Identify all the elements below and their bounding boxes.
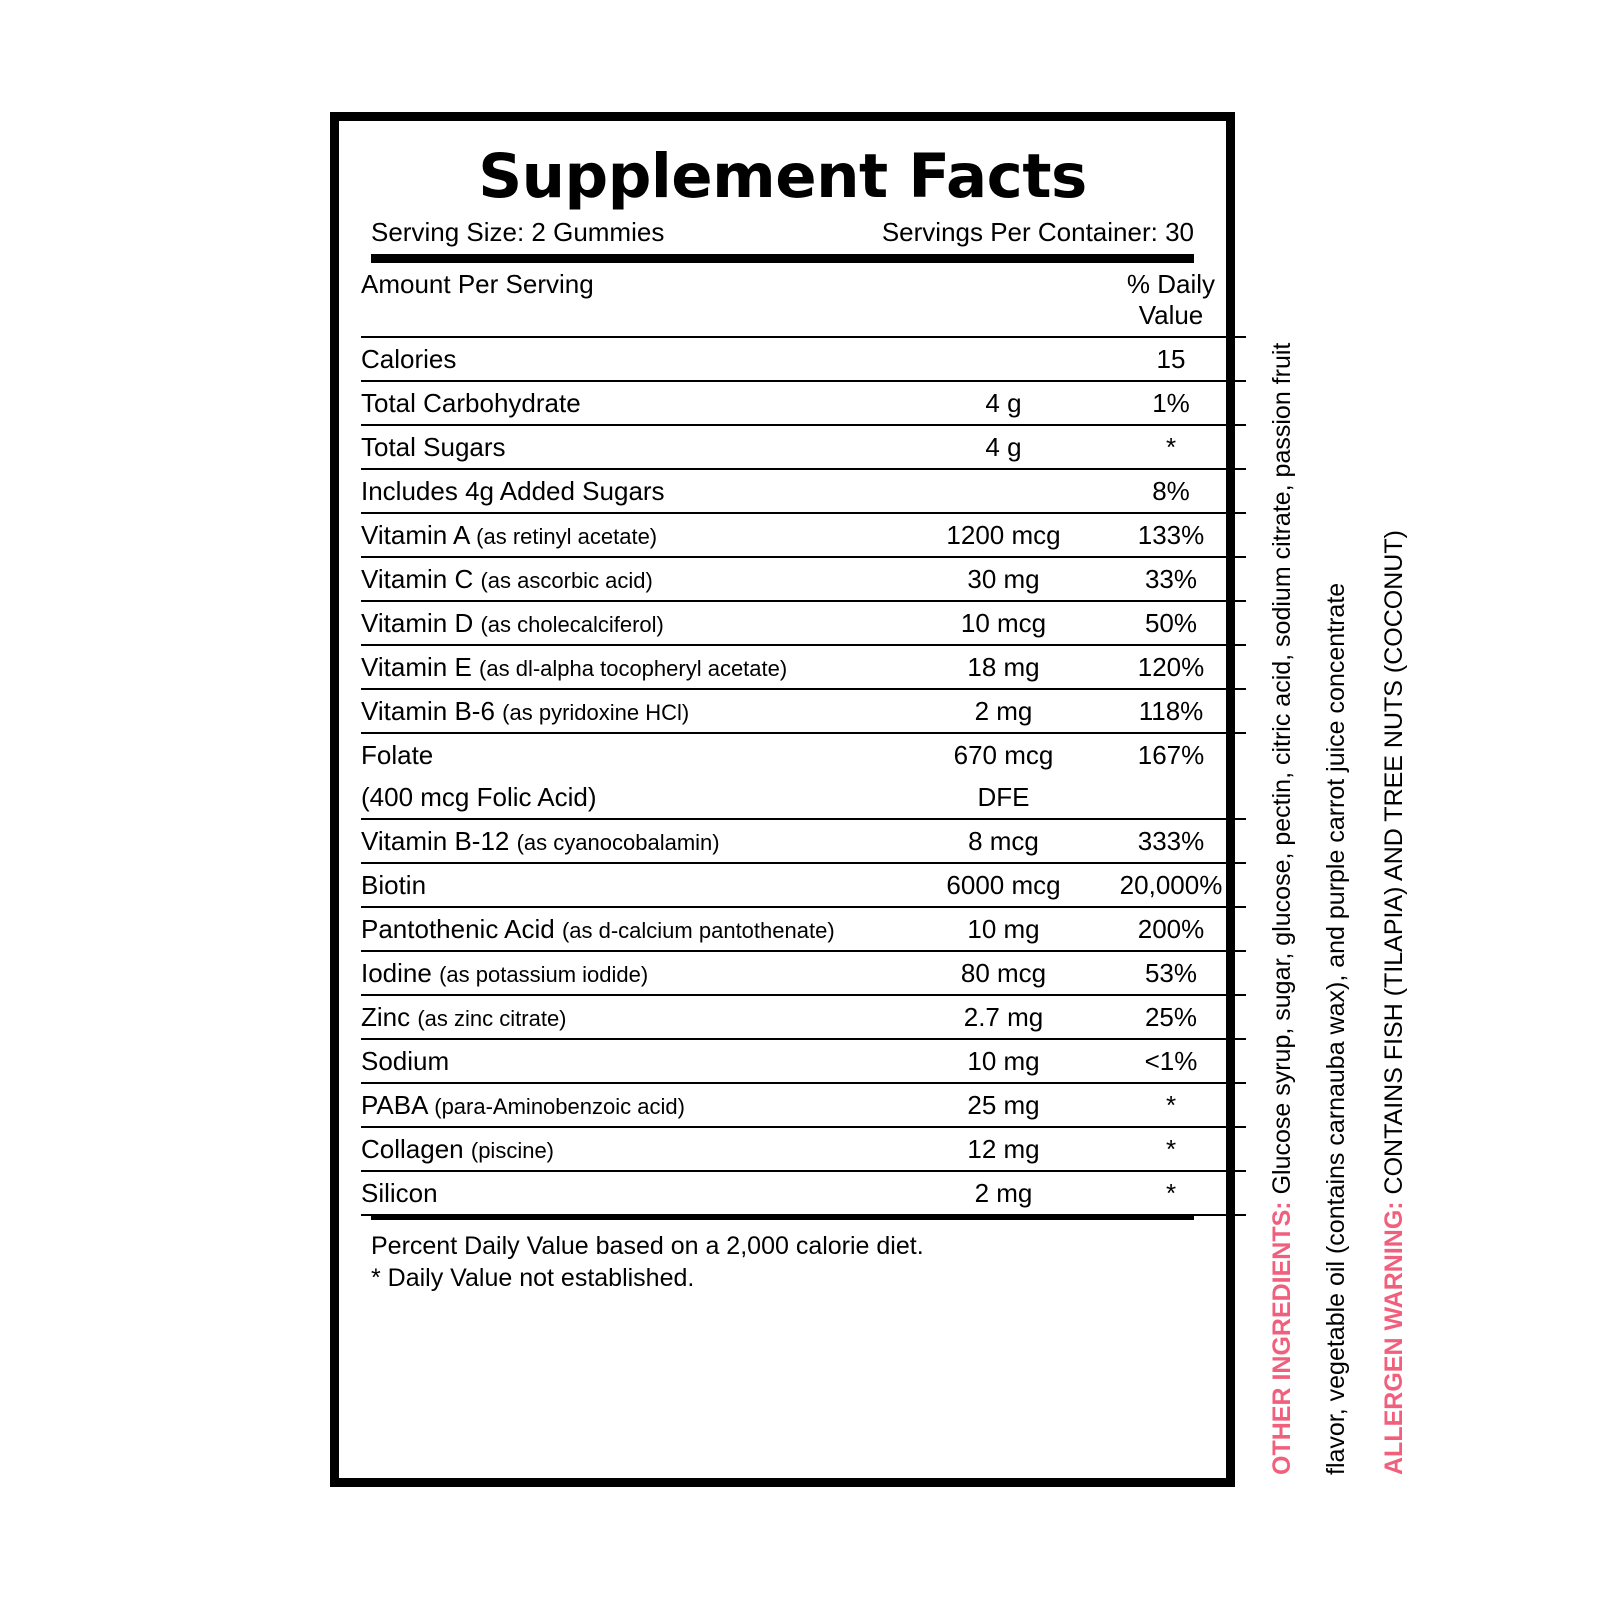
nutrient-name: Sodium bbox=[361, 1039, 911, 1083]
table-row bbox=[361, 557, 1246, 601]
nutrient-daily-value: 15 bbox=[1096, 337, 1246, 381]
nutrient-daily-value: 167% bbox=[1137, 740, 1205, 771]
nutrient-source: (as zinc citrate) bbox=[417, 1006, 567, 1032]
nutrient-daily-value: 118% bbox=[1096, 689, 1246, 733]
nutrient-amount: 4 g bbox=[911, 381, 1096, 425]
nutrient-name bbox=[361, 645, 911, 689]
nutrient-name-secondary: (400 mcg Folic Acid) bbox=[361, 776, 911, 819]
other-ingredients-block bbox=[1268, 75, 1297, 1475]
nutrient-source: (as ascorbic acid) bbox=[480, 568, 653, 594]
nutrient-name bbox=[361, 951, 911, 995]
table-row bbox=[361, 1127, 1246, 1171]
nutrient-daily-value: 53% bbox=[1096, 951, 1246, 995]
table-row bbox=[361, 601, 1246, 645]
table-row bbox=[361, 733, 1246, 776]
table-row bbox=[361, 1171, 1246, 1215]
nutrient-amount: 2 mg bbox=[911, 689, 1096, 733]
allergen-warning-block bbox=[1380, 75, 1409, 1475]
table-row bbox=[361, 689, 1246, 733]
nutrient-daily-value: 50% bbox=[1096, 601, 1246, 645]
nutrient-amount: 25 mg bbox=[911, 1083, 1096, 1127]
other-ingredients-label: OTHER INGREDIENTS: bbox=[1268, 1201, 1296, 1475]
nutrient-name: Folate bbox=[361, 740, 434, 771]
supplement-facts-panel bbox=[330, 112, 1235, 1487]
nutrient-amount: 8 mcg bbox=[911, 819, 1096, 863]
nutrient-daily-value: 1% bbox=[1096, 381, 1246, 425]
nutrient-source: (as cholecalciferol) bbox=[480, 612, 664, 638]
nutrient-name: Silicon bbox=[361, 1171, 911, 1215]
table-row bbox=[361, 907, 1246, 951]
page-title: Supplement Facts bbox=[478, 141, 1087, 212]
nutrient-amount: 2 mg bbox=[911, 1171, 1096, 1215]
nutrient-amount: 10 mg bbox=[911, 907, 1096, 951]
facts-table bbox=[361, 263, 1246, 1216]
nutrient-amount: 80 mcg bbox=[911, 951, 1096, 995]
table-row bbox=[361, 381, 1246, 425]
nutrient-amount: 30 mg bbox=[911, 557, 1096, 601]
nutrient-name bbox=[361, 1083, 911, 1127]
nutrient-name-text: Vitamin E bbox=[361, 652, 472, 683]
nutrient-daily-value: 20,000% bbox=[1096, 863, 1246, 907]
table-row bbox=[361, 1083, 1246, 1127]
nutrient-daily-value: * bbox=[1096, 425, 1246, 469]
table-row bbox=[361, 513, 1246, 557]
nutrient-daily-value: 8% bbox=[1096, 469, 1246, 513]
table-row bbox=[361, 819, 1246, 863]
nutrient-name-text: Vitamin A bbox=[361, 520, 469, 551]
nutrient-amount: 1200 mcg bbox=[911, 513, 1096, 557]
table-row bbox=[361, 863, 1246, 907]
header-spacer bbox=[911, 263, 1096, 337]
nutrient-name bbox=[361, 689, 911, 733]
nutrient-amount: 12 mg bbox=[911, 1127, 1096, 1171]
nutrient-amount: 670 mcg bbox=[953, 740, 1054, 771]
nutrient-source: (para-Aminobenzoic acid) bbox=[434, 1094, 685, 1120]
nutrient-amount: 18 mg bbox=[911, 645, 1096, 689]
table-row bbox=[361, 425, 1246, 469]
table-header-row bbox=[361, 263, 1246, 337]
table-row bbox=[361, 1039, 1246, 1083]
nutrient-daily-value: 133% bbox=[1096, 513, 1246, 557]
nutrient-amount: 10 mcg bbox=[911, 601, 1096, 645]
divider-thick-top bbox=[371, 254, 1194, 263]
table-row bbox=[361, 645, 1246, 689]
nutrient-source: (as dl-alpha tocopheryl acetate) bbox=[479, 656, 788, 682]
nutrient-name-text: Vitamin B-12 bbox=[361, 826, 510, 857]
nutrient-name-text: Zinc bbox=[361, 1002, 411, 1033]
other-ingredients-line2: flavor, vegetable oil (contains carnauba wax), and purple carrot juice concentrate bbox=[1322, 582, 1350, 1475]
nutrient-name-text: Iodine bbox=[361, 958, 432, 989]
amount-per-serving-header: Amount Per Serving bbox=[361, 263, 911, 337]
nutrient-name bbox=[361, 557, 911, 601]
nutrient-source: (as retinyl acetate) bbox=[476, 524, 658, 550]
table-row-continuation bbox=[361, 776, 1246, 819]
nutrient-amount bbox=[911, 337, 1096, 381]
nutrient-source: (as potassium iodide) bbox=[439, 962, 649, 988]
nutrient-source: (as cyanocobalamin) bbox=[516, 830, 720, 856]
nutrient-name-text: Vitamin B-6 bbox=[361, 696, 495, 727]
nutrient-name bbox=[361, 601, 911, 645]
footnotes bbox=[361, 1220, 1204, 1294]
nutrient-name: Total Sugars bbox=[361, 425, 911, 469]
nutrient-name-text: Collagen bbox=[361, 1134, 464, 1165]
nutrient-name-text: PABA bbox=[361, 1090, 428, 1121]
table-row bbox=[361, 469, 1246, 513]
nutrient-name: Total Carbohydrate bbox=[361, 381, 911, 425]
nutrient-name: Calories bbox=[361, 337, 911, 381]
nutrient-name-text: Pantothenic Acid bbox=[361, 914, 555, 945]
nutrient-daily-value: 25% bbox=[1096, 995, 1246, 1039]
other-ingredients-line1: Glucose syrup, sugar, glucose, pectin, citric acid, sodium citrate, passion fruit bbox=[1268, 342, 1296, 1195]
nutrient-daily-value: * bbox=[1096, 1083, 1246, 1127]
nutrient-name: Biotin bbox=[361, 863, 911, 907]
nutrient-daily-value: <1% bbox=[1096, 1039, 1246, 1083]
allergen-warning-label: ALLERGEN WARNING: bbox=[1380, 1201, 1408, 1475]
nutrient-daily-value: * bbox=[1096, 1127, 1246, 1171]
nutrient-source: (as pyridoxine HCl) bbox=[502, 700, 690, 726]
nutrient-daily-value: 33% bbox=[1096, 557, 1246, 601]
nutrient-amount: 2.7 mg bbox=[911, 995, 1096, 1039]
nutrient-name-text: Vitamin C bbox=[361, 564, 474, 595]
nutrient-amount-secondary: DFE bbox=[911, 776, 1096, 819]
nutrient-source: (as d-calcium pantothenate) bbox=[561, 918, 835, 944]
nutrient-amount bbox=[911, 469, 1096, 513]
daily-value-header: % Daily Value bbox=[1096, 263, 1246, 337]
footnote-daily-value: Percent Daily Value based on a 2,000 calorie diet. bbox=[371, 1232, 924, 1261]
nutrient-name bbox=[361, 513, 911, 557]
nutrient-amount: 6000 mcg bbox=[911, 863, 1096, 907]
table-row bbox=[361, 337, 1246, 381]
allergen-warning-text: CONTAINS FISH (TILAPIA) AND TREE NUTS (COCONUT) bbox=[1380, 530, 1408, 1195]
footnote-star: * Daily Value not established. bbox=[371, 1264, 695, 1293]
nutrient-daily-value: 120% bbox=[1096, 645, 1246, 689]
nutrient-name bbox=[361, 995, 911, 1039]
nutrient-daily-value: * bbox=[1096, 1171, 1246, 1215]
nutrient-amount: 4 g bbox=[911, 425, 1096, 469]
nutrient-amount: 10 mg bbox=[911, 1039, 1096, 1083]
nutrient-daily-value: 200% bbox=[1096, 907, 1246, 951]
table-row bbox=[361, 995, 1246, 1039]
other-ingredients-line2-wrap bbox=[1322, 583, 1351, 1475]
nutrient-name bbox=[361, 819, 911, 863]
serving-size: Serving Size: 2 Gummies bbox=[371, 217, 665, 248]
nutrient-daily-value-secondary bbox=[1096, 776, 1246, 819]
nutrient-source: (piscine) bbox=[470, 1138, 555, 1164]
nutrient-name-text: Vitamin D bbox=[361, 608, 474, 639]
nutrient-daily-value: 333% bbox=[1096, 819, 1246, 863]
servings-per-container: Servings Per Container: 30 bbox=[881, 217, 1194, 248]
nutrient-name bbox=[361, 1127, 911, 1171]
nutrient-name: Includes 4g Added Sugars bbox=[361, 469, 911, 513]
serving-info bbox=[361, 217, 1204, 254]
nutrient-name bbox=[361, 907, 911, 951]
table-row bbox=[361, 951, 1246, 995]
